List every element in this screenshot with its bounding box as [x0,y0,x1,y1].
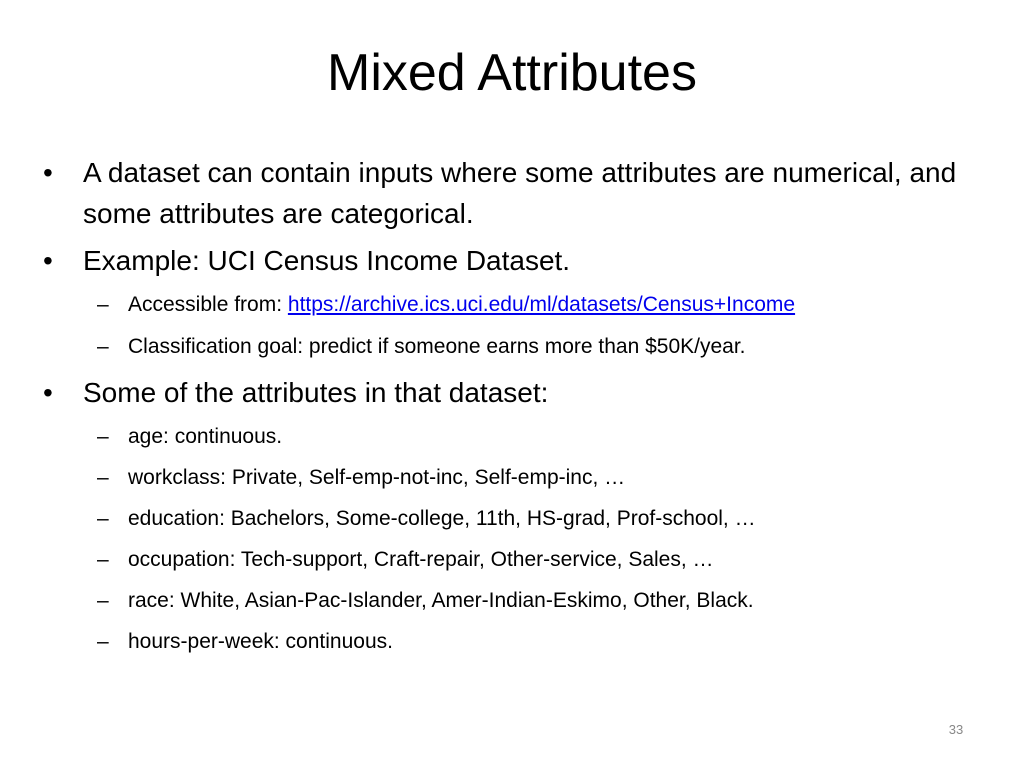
attribute-text: race: White, Asian-Pac-Islander, Amer-Indian-Eskimo, Other, Black. [128,589,754,612]
dash-icon: – [97,335,109,358]
attribute-item [97,464,988,492]
slide-title: Mixed Attributes [327,44,697,102]
bullet-icon: • [43,377,53,408]
dash-icon: – [97,507,109,530]
bullet-item [43,152,963,234]
dash-icon: – [97,548,109,571]
attribute-item [97,546,988,574]
bullet-icon: • [43,245,53,276]
sub-item-prefix: Accessible from: [128,293,288,316]
attribute-text: hours-per-week: continuous. [128,630,393,653]
dataset-link[interactable]: https://archive.ics.uci.edu/ml/datasets/Census+Income [287,293,796,316]
dash-icon: – [97,425,109,448]
attribute-item [97,587,988,615]
bullet-text: Example: UCI Census Income Dataset. [83,245,571,276]
sub-item [97,333,988,361]
bullet-icon: • [43,157,53,188]
attribute-item [97,423,988,451]
bullet-item [43,372,963,413]
attribute-text: occupation: Tech-support, Craft-repair, Other-service, Sales, … [128,548,714,571]
dash-icon: – [97,293,109,316]
attribute-text: workclass: Private, Self-emp-not-inc, Self-emp-inc, … [128,466,626,489]
attribute-item [97,628,988,656]
dash-icon: – [97,589,109,612]
sub-item-text: Classification goal: predict if someone earns more than $50K/year. [128,335,746,358]
dash-icon: – [97,630,109,653]
bullet-item [43,240,963,281]
dash-icon: – [97,466,109,489]
bullet-text: Some of the attributes in that dataset: [83,377,549,408]
attribute-item [97,505,988,533]
page-number: 33 [948,722,964,737]
sub-item [97,291,988,319]
bullet-text: A dataset can contain inputs where some attributes are numerical, and some attributes are categorical. [83,157,957,229]
attribute-text: age: continuous. [128,425,283,448]
attribute-text: education: Bachelors, Some-college, 11th, HS-grad, Prof-school, … [128,507,756,530]
